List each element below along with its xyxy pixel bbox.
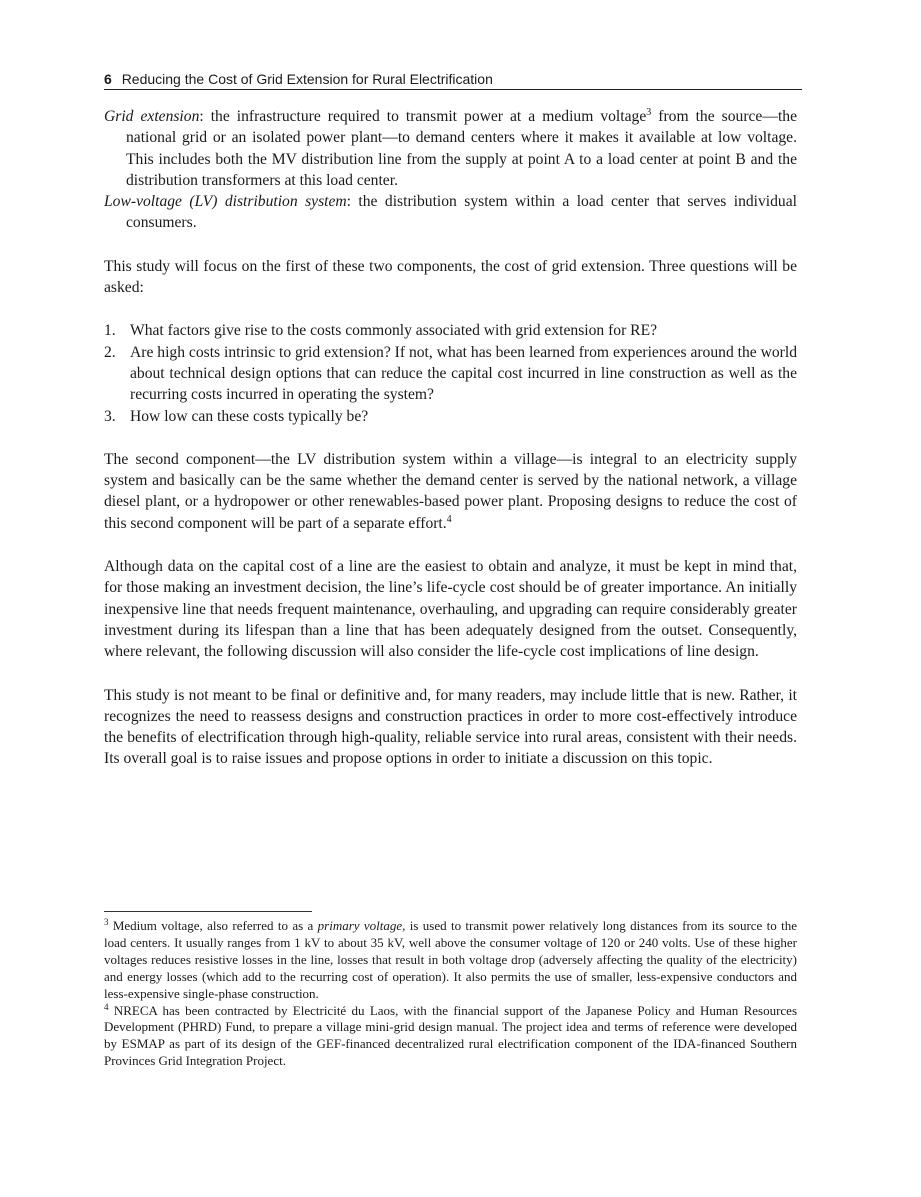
definition-term: Grid extension [104, 108, 200, 125]
list-text: How low can these costs typically be? [130, 407, 369, 425]
definition-lv-system [104, 191, 797, 234]
page-number: 6 [104, 71, 112, 87]
footnote-text: NRECA has been contracted by Electricité du Laos, with the financial support of the Japanese Policy and Human Resources Development (PHRD) Fund, to prepare a village mini-grid design manual. The project idea and terms of reference were developed by ESMAP as part of its design of the GEF-financed decentralized rural electrification component of the IDA-financed Southern Provinces Grid Integration Project. [104, 1002, 797, 1069]
footnotes [104, 918, 797, 1070]
definition-grid-extension [104, 106, 797, 191]
footnote-text: Medium voltage, also referred to as a [108, 918, 318, 933]
definition-text: : the infrastructure required to transmit power at a medium voltage [199, 108, 647, 125]
list-item [104, 342, 797, 406]
footnote-ref-3[interactable]: 3 [646, 107, 652, 118]
paragraph-text: The second component—the LV distribution system within a village—is integral to an electricity supply system and basically can be the same whether the demand center is served by the national network, a village diesel plant, or a hydropower or other renewables-based power plant. Proposing designs to reduce the cost of this second component will be part of a separate effort. [104, 450, 797, 532]
definition-text: : the distribution system within a load center that serves individual consumers. [126, 193, 797, 232]
list-text: What factors give rise to the costs commonly associated with grid extension for RE? [130, 322, 658, 340]
footnote-4 [104, 1003, 797, 1071]
list-item [104, 320, 797, 341]
intro-paragraph: This study will focus on the first of these two components, the cost of grid extension. Three questions will be asked: [104, 257, 797, 297]
definition-text-cont: from the source—the national grid or an isolated power plant—to demand centers where it makes it available at low voltage. This includes both the MV distribution line from the supply at point A to a load center at point B and the distribution transformers at this load center. [126, 108, 798, 189]
body-text [104, 106, 797, 770]
running-title: Reducing the Cost of Grid Extension for Rural Electrification [121, 71, 493, 87]
footnote-separator [104, 911, 312, 912]
footnote-italic-term: primary voltage [317, 918, 403, 933]
list-number: 3. [104, 407, 116, 425]
running-header [104, 70, 802, 90]
footnote-ref-4[interactable]: 4 [446, 513, 452, 525]
footnote-text-cont: , is used to transmit power relatively long distances from its source to the load centers. It usually ranges from 1 kV to about 35 kV, well above the consumer voltage of 120 or 240 volts. Use of these higher voltages reduces resistive losses in the line, losses that result in both voltage drop (adversely affecting the quality of the electricity) and energy losses (which add to the recurring cost of operation). It also permits the use of smaller, less-expensive conductors and less-expensive single-phase construction. [104, 918, 798, 1001]
lv-component-paragraph [104, 449, 797, 534]
definition-term: Low-voltage (LV) distribution system [104, 193, 347, 211]
footnote-number: 3 [104, 917, 109, 927]
goal-paragraph: This study is not meant to be final or definitive and, for many readers, may include little that is new. Rather, it recognizes the need to reassess designs and construction practices in order to more cost-effectively introduce the benefits of electrification through high-quality, reliable service into rural areas, consistent with their needs. Its overall goal is to raise issues and propose options in order to initiate a discussion on this topic. [104, 686, 797, 768]
footnote-3 [104, 918, 797, 1003]
list-item [104, 406, 797, 427]
lifecycle-paragraph: Although data on the capital cost of a line are the easiest to obtain and analyze, it must be kept in mind that, for those making an investment decision, the line’s life-cycle cost should be of greater importance. An initially inexpensive line that needs frequent maintenance, overhauling, and upgrading can require considerably greater investment during its lifespan than a line that has been adequately designed from the outset. Consequently, where relevant, the following discussion will also consider the life-cycle cost implications of line design. [104, 558, 797, 661]
list-text: Are high costs intrinsic to grid extension? If not, what has been learned from experiences around the world about technical design options that can reduce the capital cost incurred in line construction as well as the recurring costs incurred in operating the system? [130, 343, 797, 404]
questions-list [104, 320, 797, 426]
footnote-number: 4 [104, 1001, 109, 1012]
list-number: 1. [104, 322, 116, 340]
list-number: 2. [104, 343, 116, 361]
